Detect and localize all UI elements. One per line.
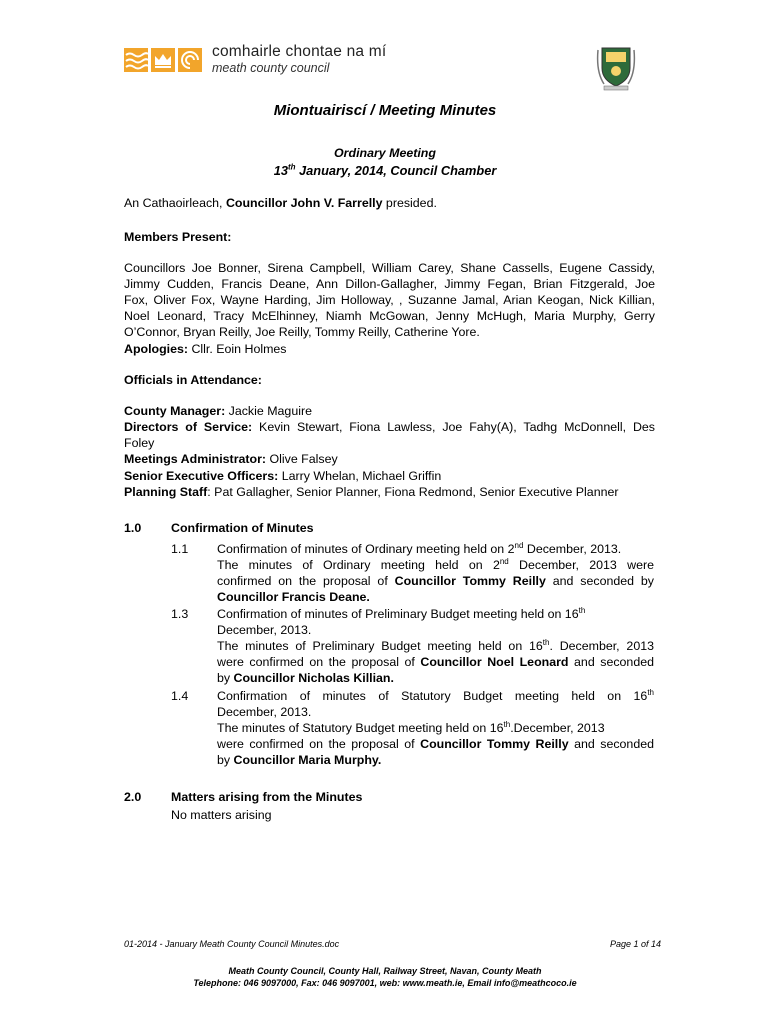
section-body: No matters arising xyxy=(171,808,272,822)
item-number: 1.3 xyxy=(171,607,189,621)
meeting-date-venue: 13th January, 2014, Council Chamber xyxy=(273,162,497,178)
members-line: Jimmy Cudden, Francis Deane, Ann Dillon-Gallagher, Jimmy Fegan, Brian Fitzgerald, Joe xyxy=(124,277,655,291)
spiral-icon xyxy=(178,48,202,72)
item-number: 1.4 xyxy=(171,689,189,703)
water-waves-icon xyxy=(124,48,148,72)
official-directors: Directors of Service: Kevin Stewart, Fiona Lawless, Joe Fahy(A), Tadhg McDonnell, Des xyxy=(124,420,655,434)
members-line: Fox, Oliver Fox, Wayne Harding, Jim Holloway, , Suzanne Jamal, Arian Keogan, Nick Killian, xyxy=(124,293,655,307)
item-text: were confirmed on the proposal of Councillor Tommy Reilly and seconded xyxy=(217,737,654,751)
official-county-manager: County Manager: Jackie Maguire xyxy=(124,404,312,418)
item-text: The minutes of Ordinary meeting held on 2nd December, 2013 were xyxy=(217,556,654,572)
item-text: confirmed on the proposal of Councillor Tommy Reilly and seconded by xyxy=(217,574,654,588)
members-line: Noel Leonard, Tracy McElhinney, Niamh McGowan, Jenny McHugh, Maria Murphy, Gerry xyxy=(124,309,655,323)
item-text: by Councillor Maria Murphy. xyxy=(217,753,382,767)
section-heading: Matters arising from the Minutes xyxy=(171,790,363,804)
members-line: Councillors Joe Bonner, Sirena Campbell, William Carey, Shane Cassells, Eugene Cassidy, xyxy=(124,261,655,275)
logo-text xyxy=(212,44,386,76)
page-title: Miontuairiscí / Meeting Minutes xyxy=(273,102,497,119)
apologies-line: Apologies: Cllr. Eoin Holmes xyxy=(124,342,287,356)
presided-line: An Cathaoirleach, Councillor John V. Farrelly presided. xyxy=(124,196,437,210)
members-line: O’Connor, Bryan Reilly, Joe Reilly, Tommy Reilly, Catherine Yore. xyxy=(124,325,480,339)
item-text: Confirmation of minutes of Ordinary meeting held on 2nd December, 2013. xyxy=(217,540,622,556)
item-number: 1.1 xyxy=(171,542,189,556)
official-seo: Senior Executive Officers: Larry Whelan, Michael Griffin xyxy=(124,469,442,483)
item-text: Confirmation of minutes of Statutory Budget meeting held on 16th xyxy=(217,687,654,703)
item-text: December, 2013. xyxy=(217,705,312,719)
members-heading: Members Present: xyxy=(124,230,232,244)
section-number: 2.0 xyxy=(124,790,142,804)
item-text: Councillor Francis Deane. xyxy=(217,590,370,604)
crown-icon xyxy=(151,48,175,72)
chair-name: Councillor John V. Farrelly xyxy=(225,196,383,210)
logo-mark xyxy=(124,48,202,72)
item-text: The minutes of Preliminary Budget meeting held on 16th. December, 2013 xyxy=(217,637,654,653)
official-meetings-admin: Meetings Administrator: Olive Falsey xyxy=(124,452,338,466)
official-planning: Planning Staff: Pat Gallagher, Senior Planner, Fiona Redmond, Senior Executive Planner xyxy=(124,485,619,499)
section-number: 1.0 xyxy=(124,521,142,535)
org-name-irish: comhairle chontae na mí xyxy=(212,43,387,60)
footer-document-name: 01-2014 - January Meath County Council Minutes.doc xyxy=(124,939,340,949)
footer-page-number: Page 1 of 14 xyxy=(609,939,661,949)
footer-contact: Telephone: 046 9097000, Fax: 046 9097001, web: www.meath.ie, Email info@meathcoco.ie xyxy=(193,978,577,988)
org-name-english: meath county council xyxy=(212,61,330,75)
item-text: were confirmed on the proposal of Councillor Noel Leonard and seconded xyxy=(217,655,654,669)
item-text: Confirmation of minutes of Preliminary Budget meeting held on 16th xyxy=(217,605,586,621)
item-text: December, 2013. xyxy=(217,623,312,637)
coat-of-arms-icon xyxy=(596,42,636,92)
footer-address: Meath County Council, County Hall, Railway Street, Navan, County Meath xyxy=(228,966,542,976)
council-logo xyxy=(124,44,386,76)
item-text: by Councillor Nicholas Killian. xyxy=(217,671,394,685)
meeting-type: Ordinary Meeting xyxy=(334,146,436,160)
official-directors-cont: Foley xyxy=(124,436,155,450)
item-text: The minutes of Statutory Budget meeting held on 16th.December, 2013 xyxy=(217,719,605,735)
section-heading: Confirmation of Minutes xyxy=(171,521,314,535)
officials-heading: Officials in Attendance: xyxy=(124,373,262,387)
